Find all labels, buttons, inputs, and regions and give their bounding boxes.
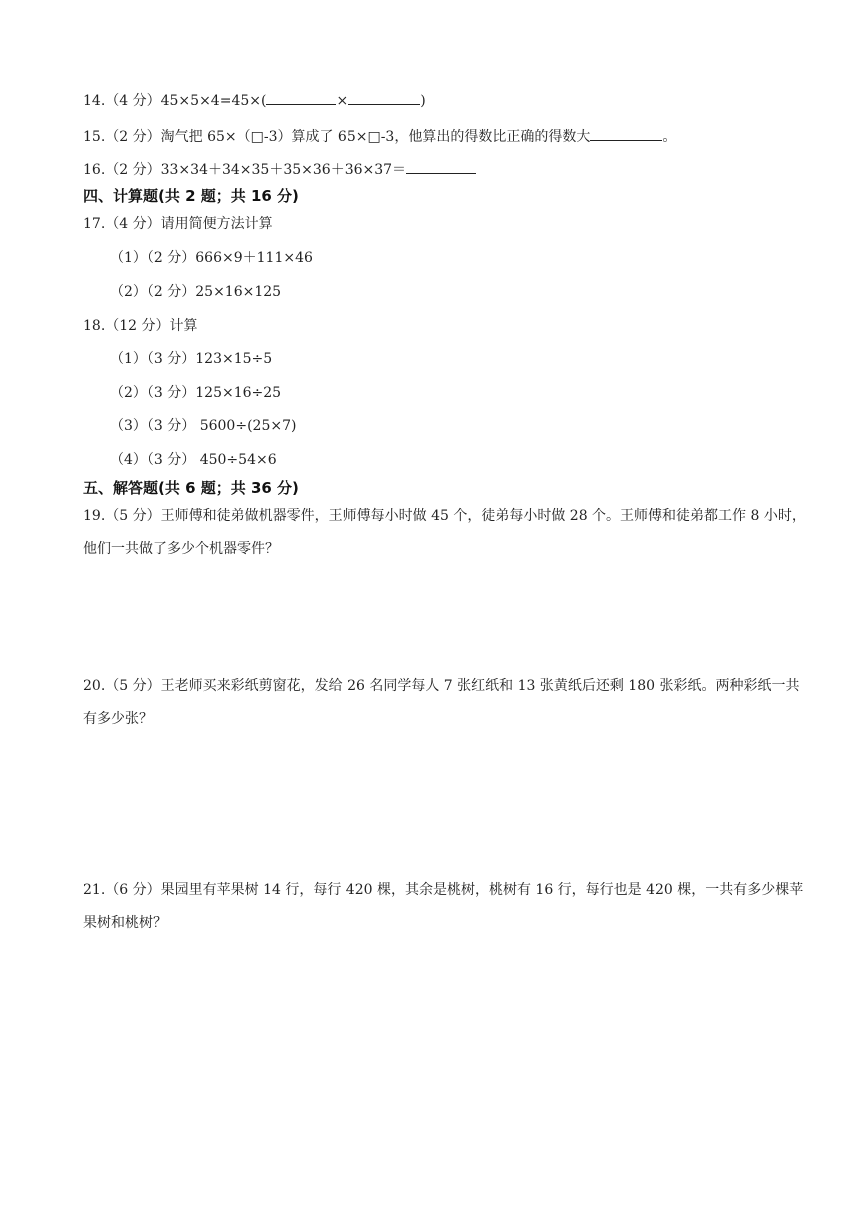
section-heading-5: 五、解答题(共 6 题；共 36 分): [83, 479, 299, 497]
question-18-part-2: （2）（3 分）125×16÷25: [110, 385, 282, 401]
question-18-part-4: （4）（3 分） 450÷54×6: [110, 452, 277, 468]
question-18-part-3: （3）（3 分） 5600÷(25×7): [110, 418, 297, 434]
question-17-part-2: （2）（2 分）25×16×125: [110, 284, 282, 300]
question-18-title: 18.（12 分）计算: [83, 318, 198, 334]
question-21: 21.（6 分）果园里有苹果树 14 行，每行 420 棵，其余是桃树，桃树有 16 行，每行也是 420 棵，一共有多少棵苹果树和桃树？: [83, 882, 804, 931]
answer-blank[interactable]: [406, 158, 476, 174]
question-17-part-1: （1）（2 分）666×9＋111×46: [110, 250, 313, 266]
answer-blank[interactable]: [266, 89, 336, 105]
section-heading-4: 四、计算题(共 2 题；共 16 分): [83, 187, 299, 205]
answer-blank[interactable]: [590, 125, 662, 141]
question-15: 15.（2 分）淘气把 65×（□-3）算成了 65×□-3，他算出的得数比正确的得数大 。: [83, 125, 676, 147]
question-19: 19.（5 分）王师傅和徒弟做机器零件，王师傅每小时做 45 个，徒弟每小时做 28 个。王师傅和徒弟都工作 8 小时，他们一共做了多少个机器零件？: [83, 508, 806, 557]
question-16: 16.（2 分）33×34＋34×35＋35×36＋36×37＝: [83, 158, 476, 180]
question-20: 20.（5 分）王老师买来彩纸剪窗花，发给 26 名同学每人 7 张红纸和 13 张黄纸后还剩 180 张彩纸。两种彩纸一共有多少张？: [83, 678, 800, 727]
question-17-title: 17.（4 分）请用简便方法计算: [83, 216, 273, 232]
answer-blank[interactable]: [348, 89, 420, 105]
question-18-part-1: （1）（3 分）123×15÷5: [110, 351, 273, 367]
question-14: 14.（4 分）45×5×4=45×( × ): [83, 89, 426, 111]
